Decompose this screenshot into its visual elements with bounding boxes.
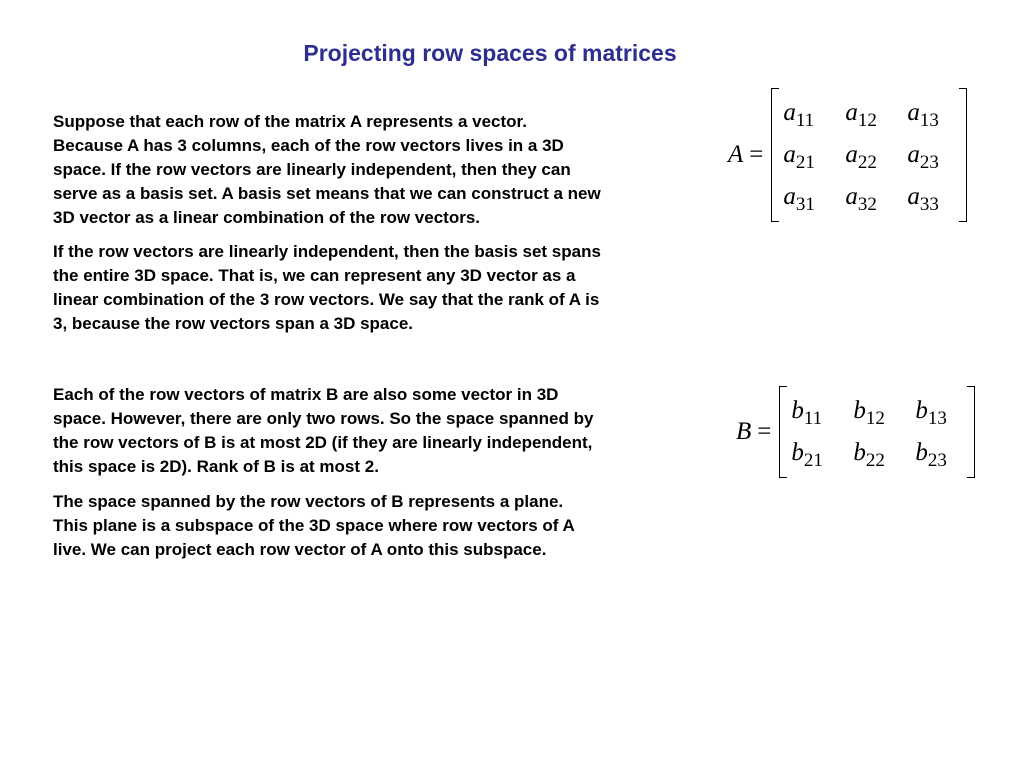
matrix-b-row [791, 390, 963, 432]
matrix-b-entry: $b_{21}$ [791, 439, 823, 471]
matrix-b-equation [736, 386, 975, 478]
matrix-b-brackets [779, 386, 975, 478]
matrix-b-entry: $b_{11}$ [791, 397, 823, 429]
matrix-a-equation [728, 88, 967, 222]
matrix-a-entry: $a_{22}$ [845, 141, 877, 173]
matrix-a-equals-sign: = [749, 141, 764, 168]
paragraph-rank-of-a: If the row vectors are linearly independent, then the basis set spans the entire 3D space. That is, we can represent any 3D vector as a linear combination of the 3 row vectors. We say that the rank of A is 3, because the row vectors span a 3D space. [53, 242, 601, 333]
matrix-b-row [791, 432, 963, 474]
matrix-b-entry: $b_{13}$ [915, 397, 947, 429]
matrix-a-row [783, 134, 955, 176]
matrix-a-entry: $a_{31}$ [783, 183, 815, 215]
matrix-a-entry: $a_{13}$ [907, 99, 939, 131]
matrix-b-equals-sign: = [757, 418, 772, 445]
paragraph-projection-subspace: The space spanned by the row vectors of B represents a plane. This plane is a subspace of the 3D space where row vectors of A live. We can project each row vector of A onto this subspace. [53, 492, 575, 559]
matrix-a-entry: $a_{21}$ [783, 141, 815, 173]
matrix-a-row [783, 176, 955, 218]
matrix-b-entry: $b_{12}$ [853, 397, 885, 429]
matrix-a-entry: $a_{32}$ [845, 183, 877, 215]
matrix-b-entry: $b_{22}$ [853, 439, 885, 471]
matrix-b-name: B [736, 418, 752, 445]
matrix-a-entry: $a_{11}$ [783, 99, 815, 131]
slide-title: Projecting row spaces of matrices [303, 40, 677, 66]
matrix-a-entry: $a_{12}$ [845, 99, 877, 131]
matrix-a-entry: $a_{33}$ [907, 183, 939, 215]
paragraph-row-vectors-basis: Suppose that each row of the matrix A represents a vector. Because A has 3 columns, each of the row vectors lives in a 3D space. If the row vectors are linearly independent, then they can serve as a basis set. A basis set means that we can construct a new 3D vector as a linear combination of the row vectors. [53, 112, 601, 227]
matrix-b-entry: $b_{23}$ [915, 439, 947, 471]
matrix-a-name: A [728, 141, 744, 168]
matrix-a-brackets [771, 88, 967, 222]
matrix-a-entry: $a_{23}$ [907, 141, 939, 173]
paragraph-rank-of-b: Each of the row vectors of matrix B are also some vector in 3D space. However, there are only two rows. So the space spanned by the row vectors of B is at most 2D (if they are linearly independent, this space is 2D). Rank of B is at most 2. [53, 385, 594, 476]
matrix-a-row [783, 92, 955, 134]
